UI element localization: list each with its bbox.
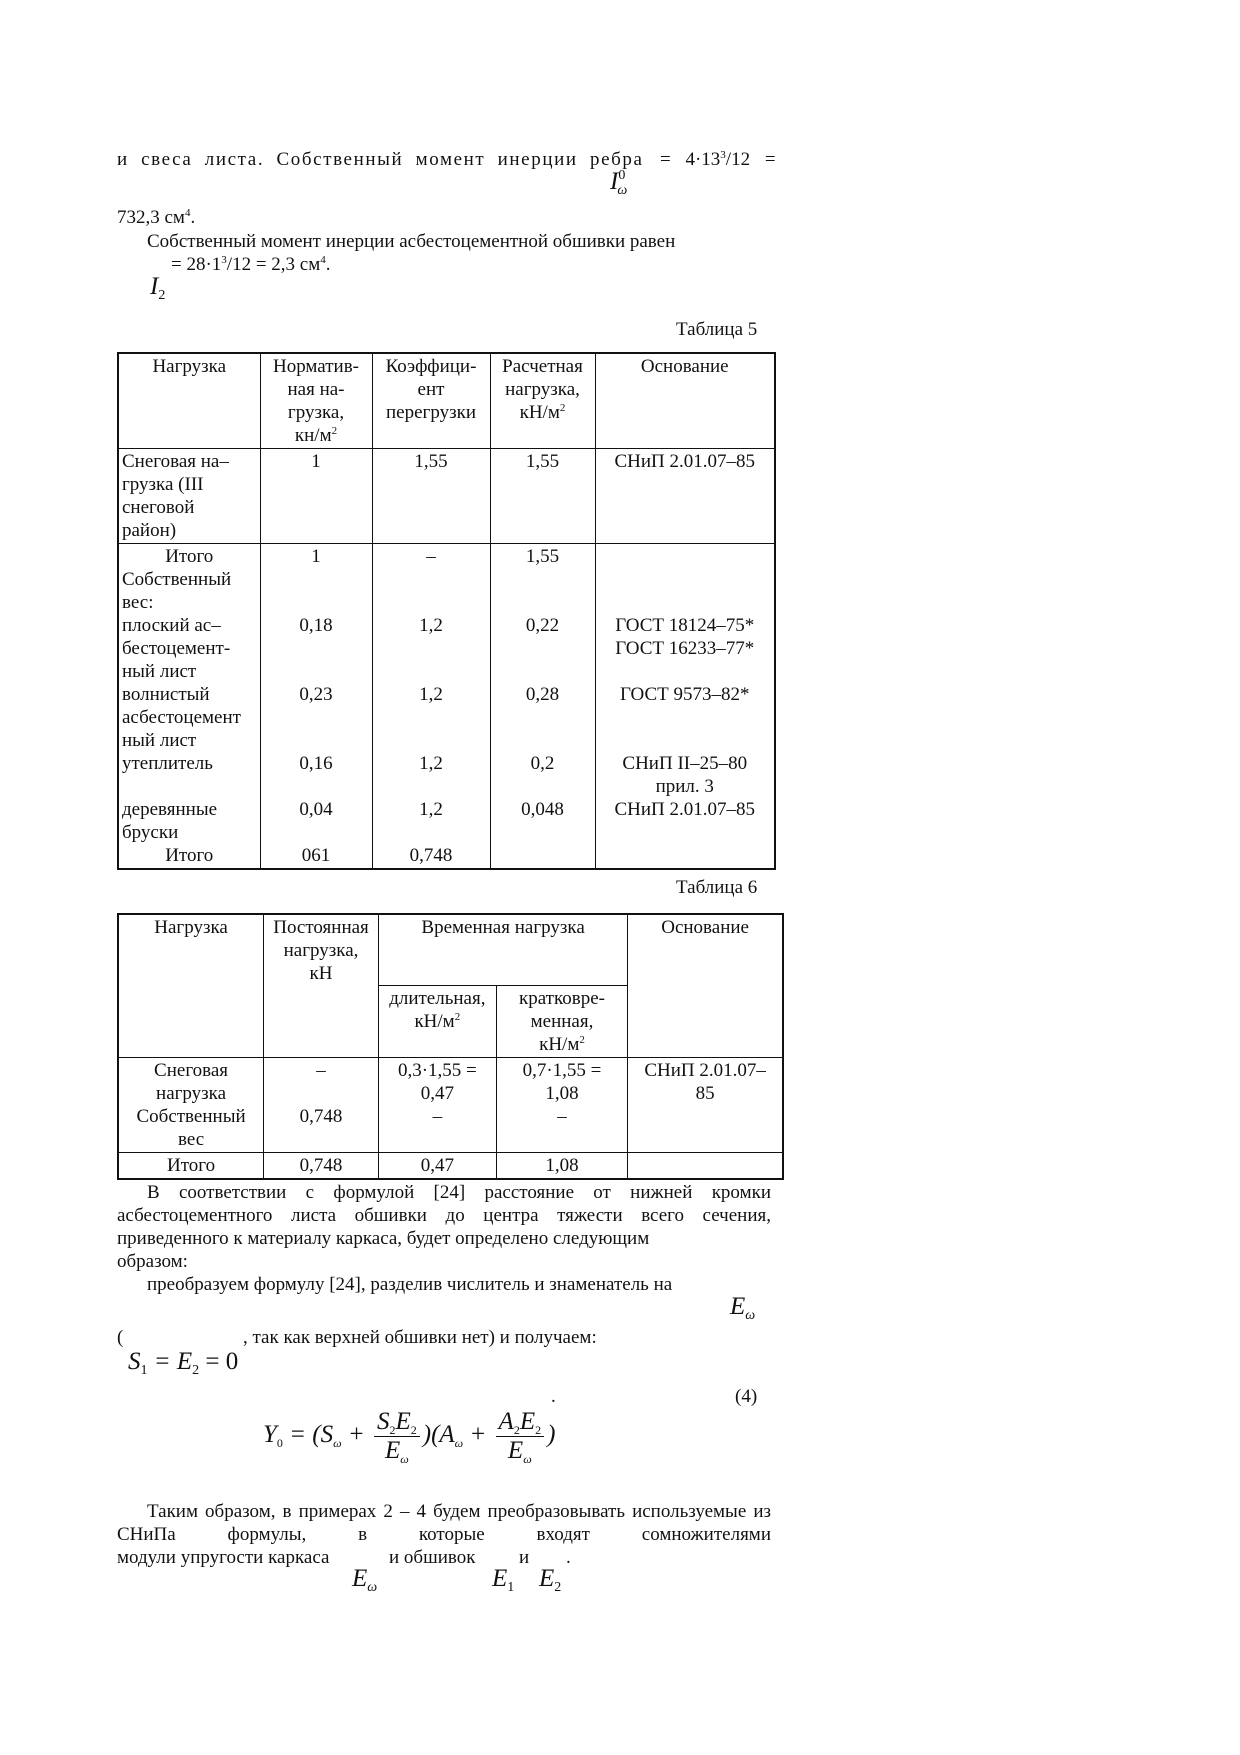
table-row bbox=[118, 449, 775, 544]
body-text: , так как верхней обшивки нет) и получаем: bbox=[243, 1327, 597, 1348]
cell-line: Собственный bbox=[122, 569, 232, 590]
cell-line bbox=[494, 660, 592, 683]
cell-line: асбестоцемент bbox=[122, 707, 241, 728]
cell-line bbox=[264, 775, 369, 798]
cell-line: ный лист bbox=[122, 730, 197, 751]
cell-short-term bbox=[496, 1058, 628, 1153]
cell-line: 0,18 bbox=[299, 615, 333, 636]
cell-line: ГОСТ 18124–75* bbox=[615, 615, 755, 636]
cell-permanent: 0,748 bbox=[264, 1153, 379, 1180]
cell-line: – bbox=[557, 1106, 567, 1127]
cell-line: 0,7·1,55 = bbox=[522, 1060, 602, 1081]
header-calculated: Расчетная нагрузка, $кН/м^2$ bbox=[490, 353, 595, 449]
cell-line: ГОСТ 16233–77* bbox=[615, 638, 755, 659]
cell-line: Итого bbox=[165, 845, 214, 866]
cell-line: 1,2 bbox=[419, 799, 443, 820]
body-text: и bbox=[519, 1547, 530, 1568]
cell-line: 0,04 bbox=[299, 799, 333, 820]
header-basis: Основание bbox=[595, 353, 775, 449]
cell-line: Итого bbox=[165, 546, 214, 567]
cell-permanent bbox=[264, 1058, 379, 1153]
cell-line: 1,2 bbox=[419, 753, 443, 774]
header-permanent: Постоянная нагрузка, кН bbox=[264, 914, 379, 1058]
body-text: = $28\cdot 1^3/12 = 2,3$ $см^4$. bbox=[171, 254, 331, 275]
header-load: Нагрузка bbox=[118, 353, 260, 449]
inertia-symbol: $I_2$ bbox=[150, 273, 166, 303]
cell-line: Снеговая bbox=[154, 1060, 229, 1081]
cell-long-term: 0,47 bbox=[378, 1153, 496, 1180]
cell-short-term: 1,08 bbox=[496, 1153, 628, 1180]
table-caption: Таблица 6 bbox=[676, 877, 758, 898]
cell-line bbox=[264, 821, 369, 844]
cell-long-term bbox=[378, 1058, 496, 1153]
cell-line: 1,2 bbox=[419, 615, 443, 636]
header-basis: Основание bbox=[628, 914, 783, 1058]
fraction: $\frac{A_2E_2}{E_\omega}$ bbox=[496, 1408, 545, 1465]
cell-load-name: Снеговая на– грузка (III снеговой район) bbox=[118, 449, 260, 544]
cell-line bbox=[599, 844, 772, 867]
cell-line: 0,2 bbox=[530, 753, 555, 774]
cell-line bbox=[264, 729, 369, 752]
cell-line: СНиП 2.01.07–85 bbox=[614, 799, 756, 820]
cell-line: плоский ас– bbox=[122, 615, 221, 636]
cell-line: нагрузка bbox=[156, 1083, 227, 1104]
cell-coefficient bbox=[372, 544, 490, 870]
cell-line bbox=[500, 1128, 625, 1151]
cell-line: 1,55 bbox=[525, 546, 560, 567]
cell-load-name: Итого bbox=[118, 1153, 264, 1180]
cell-line bbox=[599, 545, 772, 568]
body-text: 732,3 $см^4$. bbox=[117, 207, 196, 228]
cell-line bbox=[599, 729, 772, 752]
cell-line: Собственный bbox=[136, 1106, 246, 1127]
cell-line: 0,47 bbox=[420, 1083, 454, 1104]
header-coefficient: Коэффици- ент перегрузки bbox=[372, 353, 490, 449]
body-text: = $4\cdot 13^3/12$ = bbox=[660, 149, 776, 170]
cell-line bbox=[599, 591, 772, 614]
modulus-symbol: $E_\omega$ bbox=[352, 1565, 378, 1595]
cell-line: 0,748 bbox=[299, 1106, 343, 1127]
body-text: и свеса листа. Собственный момент инерции ребра bbox=[117, 149, 644, 170]
cell-line bbox=[494, 775, 592, 798]
cell-line: 1,08 bbox=[545, 1083, 579, 1104]
header-short-term: кратковре- менная, $кН/м^2$ bbox=[496, 986, 628, 1058]
cell-line: 0,16 bbox=[299, 753, 333, 774]
cell-basis: СНиП 2.01.07– 85 bbox=[628, 1058, 783, 1153]
cell-line: прил. 3 bbox=[655, 776, 714, 797]
cell-line: ный лист bbox=[122, 661, 197, 682]
cell-line bbox=[494, 706, 592, 729]
cell-line: 0,748 bbox=[409, 845, 453, 866]
cell-basis: СНиП 2.01.07–85 bbox=[595, 449, 775, 544]
modulus-symbol: $E_2$ bbox=[539, 1565, 562, 1595]
cell-line: утеплитель bbox=[122, 753, 213, 774]
cell-line bbox=[599, 706, 772, 729]
cell-line: 0,22 bbox=[525, 615, 560, 636]
cell-line: 1 bbox=[311, 546, 321, 567]
cell-line bbox=[376, 775, 487, 798]
cell-line bbox=[494, 844, 592, 867]
cell-line: 0,048 bbox=[521, 799, 564, 820]
body-text: преобразуем формулу [24], разделив числитель и знаменатель на bbox=[147, 1274, 673, 1295]
cell-calculated bbox=[490, 544, 595, 870]
cell-line bbox=[376, 729, 487, 752]
cell-line bbox=[599, 821, 772, 844]
cell-basis bbox=[628, 1153, 783, 1180]
cell-line bbox=[376, 706, 487, 729]
header-long-term: длительная, $кН/м^2$ bbox=[378, 986, 496, 1058]
equation-number: (4) bbox=[735, 1386, 758, 1407]
cell-line bbox=[376, 821, 487, 844]
cell-line bbox=[599, 568, 772, 591]
cell-load-name bbox=[118, 1058, 264, 1153]
cell-coefficient: 1,55 bbox=[372, 449, 490, 544]
cell-line: 0,3·1,55 = bbox=[397, 1060, 477, 1081]
cell-line bbox=[494, 568, 592, 591]
moment-symbol: $I^0_\omega$ bbox=[610, 168, 628, 198]
table-row bbox=[118, 1153, 783, 1180]
cell-line: ГОСТ 9573–82* bbox=[620, 684, 750, 705]
body-text: модули упругости каркаса bbox=[117, 1547, 330, 1568]
cell-line bbox=[382, 1128, 493, 1151]
cell-line bbox=[494, 729, 592, 752]
header-normative: Норматив- ная на- грузка, $кн/м^2$ bbox=[260, 353, 372, 449]
body-text: образом: bbox=[117, 1251, 188, 1272]
cell-line bbox=[494, 591, 592, 614]
cell-line bbox=[267, 1082, 375, 1105]
table-row bbox=[118, 1058, 783, 1153]
condition-formula: $S_1 = E_2 = 0$ bbox=[128, 1348, 239, 1378]
body-text: Собственный момент инерции асбестоцементной обшивки равен bbox=[147, 231, 676, 252]
cell-line: вес bbox=[177, 1129, 205, 1150]
cell-line bbox=[376, 637, 487, 660]
cell-load-name bbox=[118, 544, 260, 870]
cell-basis bbox=[595, 544, 775, 870]
cell-line bbox=[264, 637, 369, 660]
cell-line: 1,2 bbox=[419, 684, 443, 705]
header-load: Нагрузка bbox=[118, 914, 264, 1058]
body-text: ( bbox=[117, 1327, 124, 1348]
cell-line: СНиП II–25–80 bbox=[622, 753, 748, 774]
table-row bbox=[118, 544, 775, 870]
header-temporary: Временная нагрузка bbox=[378, 914, 627, 986]
cell-line: вес: bbox=[122, 592, 154, 613]
fraction: $\frac{S_2E_2}{E_\omega}$ bbox=[374, 1408, 420, 1465]
body-paragraph: В соответствии с формулой [24] расстояние от нижней кромки асбестоцементного листа обшивки до центра тяжести всего сечения, приведенного к материалу каркаса, будет определено следующим bbox=[117, 1182, 771, 1249]
cell-line: бруски bbox=[122, 822, 179, 843]
elasticity-symbol: $E_\omega$ bbox=[730, 1293, 756, 1323]
cell-normative bbox=[260, 544, 372, 870]
cell-line: – bbox=[426, 546, 436, 567]
cell-line bbox=[494, 821, 592, 844]
body-text: и обшивок bbox=[389, 1547, 476, 1568]
formula-4: $Y_0 = (S_\omega$ + $\frac{S_2E_2}{E_\omega}$ )($A_\omega$ + $\frac{A_2E_2}{E_\omega}$ ) bbox=[263, 1408, 556, 1466]
cell-line bbox=[264, 591, 369, 614]
modulus-symbol: $E_1$ bbox=[492, 1565, 515, 1595]
cell-line bbox=[494, 637, 592, 660]
cell-line: волнистый bbox=[122, 684, 210, 705]
cell-line bbox=[599, 660, 772, 683]
cell-line: 0,28 bbox=[525, 684, 560, 705]
cell-normative: 1 bbox=[260, 449, 372, 544]
cell-line bbox=[264, 568, 369, 591]
load-table-6 bbox=[117, 913, 784, 1180]
cell-line: 0,23 bbox=[299, 684, 333, 705]
table-caption: Таблица 5 bbox=[676, 319, 758, 340]
cell-line: деревянные bbox=[122, 799, 218, 820]
cell-line bbox=[264, 706, 369, 729]
cell-line: – bbox=[316, 1060, 326, 1081]
formula-dot: . bbox=[551, 1386, 556, 1407]
cell-calculated: 1,55 bbox=[490, 449, 595, 544]
cell-line bbox=[122, 775, 257, 798]
body-paragraph: Таким образом, в примерах 2 – 4 будем преобразовывать используемые из СНиПа формулы, в которые входят сомножителями bbox=[117, 1501, 771, 1545]
cell-line: – bbox=[432, 1106, 443, 1127]
cell-line bbox=[376, 568, 487, 591]
cell-line bbox=[376, 660, 487, 683]
body-text: . bbox=[566, 1547, 571, 1568]
cell-line bbox=[264, 660, 369, 683]
cell-line: бестоцемент- bbox=[122, 638, 231, 659]
load-table-5 bbox=[117, 352, 776, 870]
cell-line bbox=[267, 1128, 375, 1151]
cell-line bbox=[376, 591, 487, 614]
cell-line: 061 bbox=[301, 845, 331, 866]
